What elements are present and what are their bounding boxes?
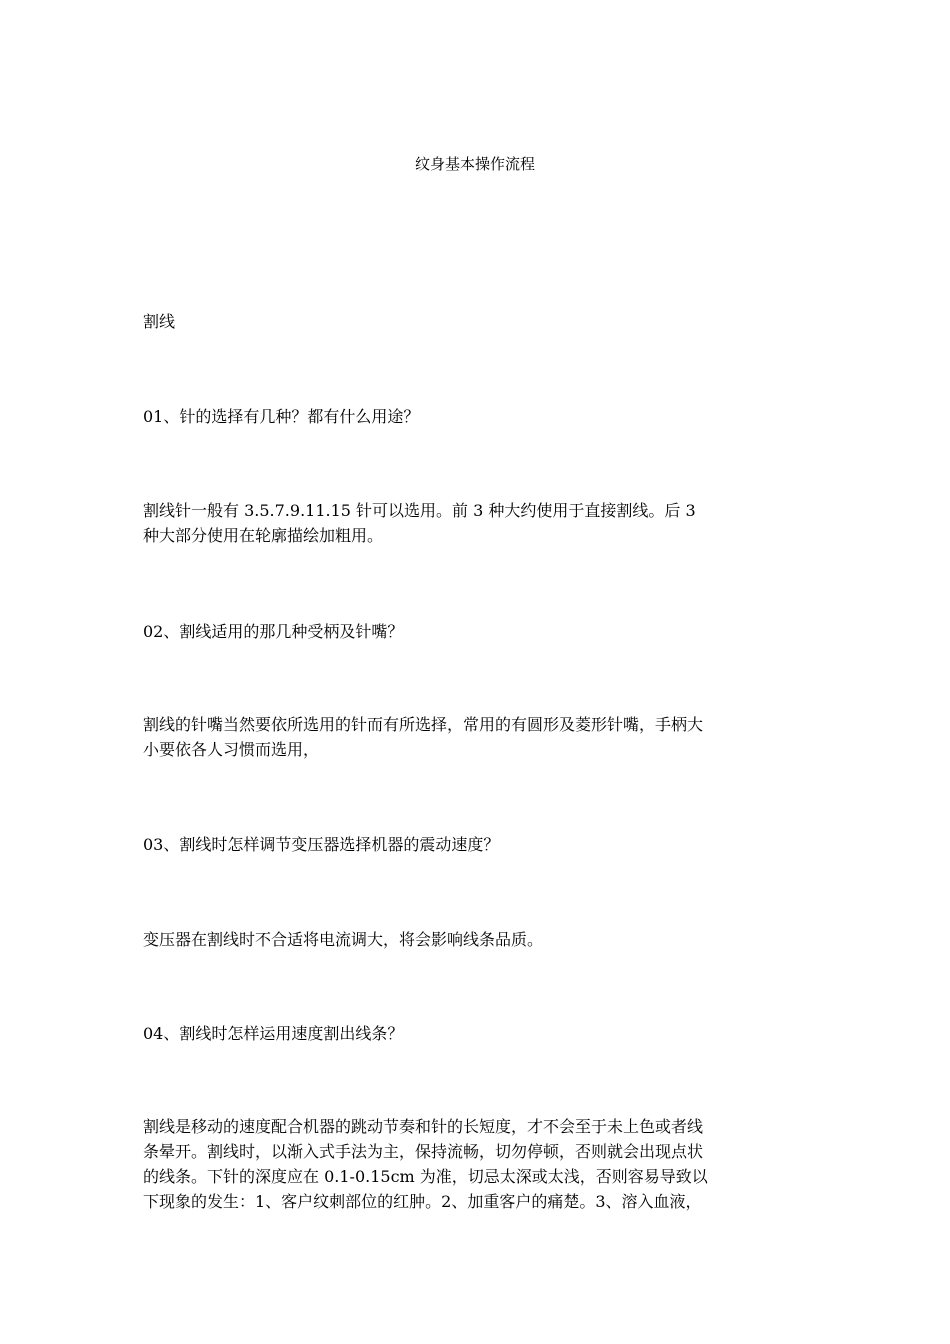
answer-04-line-4: 下现象的发生：1、客户纹刺部位的红肿。2、加重客户的痛楚。3、溶入血液， (143, 1192, 702, 1211)
answer-04-line-1: 割线是移动的速度配合机器的跳动节奏和针的长短度，才不会至于未上色或者线 (143, 1117, 704, 1136)
answer-01 (143, 498, 811, 548)
answer-04-line-3: 的线条。下针的深度应在 0.1-0.15cm 为准，切忌太深或太浅，否则容易导致以 (143, 1167, 708, 1186)
question-01: 01、针的选择有几种？都有什么用途？ (143, 407, 420, 426)
answer-01-line-2: 种大部分使用在轮廓描绘加粗用。 (143, 526, 384, 545)
answer-02-line-2: 小要依各人习惯而选用， (143, 740, 320, 759)
answer-03 (143, 927, 811, 952)
question-02: 02、割线适用的那几种受柄及针嘴？ (143, 622, 404, 641)
answer-04-line-2: 条晕开。割线时，以渐入式手法为主，保持流畅，切勿停顿，否则就会出现点状 (143, 1142, 704, 1161)
question-03: 03、割线时怎样调节变压器选择机器的震动速度？ (143, 835, 500, 854)
document-title: 纹身基本操作流程 (414, 155, 535, 173)
answer-02 (143, 712, 811, 762)
answer-03-line-1: 变压器在割线时不合适将电流调大，将会影响线条品质。 (143, 930, 544, 949)
answer-04 (143, 1114, 811, 1214)
section-heading: 割线 (143, 312, 176, 331)
answer-01-line-1: 割线针一般有 3.5.7.9.11.15 针可以选用。前 3 种大约使用于直接割线。后 3 (143, 501, 696, 520)
question-04: 04、割线时怎样运用速度割出线条？ (143, 1024, 404, 1043)
answer-02-line-1: 割线的针嘴当然要依所选用的针而有所选择，常用的有圆形及菱形针嘴，手柄大 (143, 715, 704, 734)
